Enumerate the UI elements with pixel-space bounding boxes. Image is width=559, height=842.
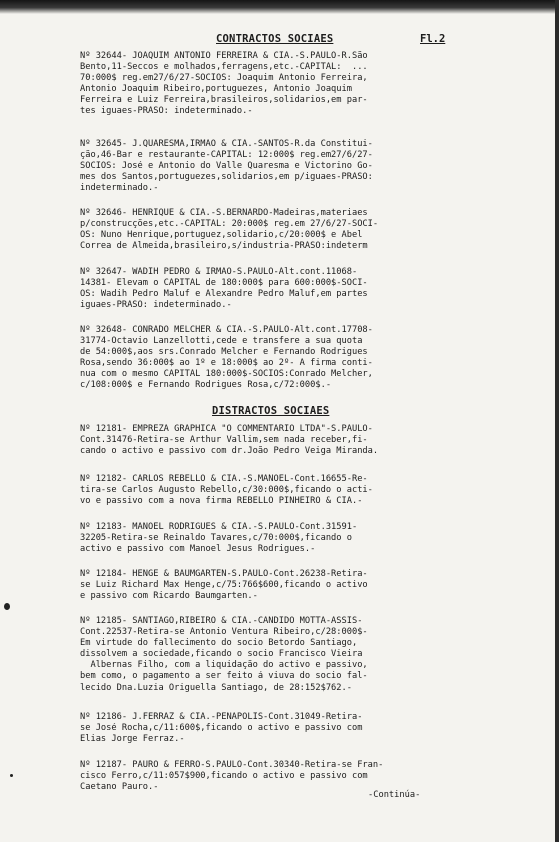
entry-line: de 54:000$,aos srs.Conrado Melcher e Fernando Rodrigues (80, 347, 368, 358)
entry-line: 31774-Octavio Lanzellotti,cede e transfere a sua quota (80, 336, 363, 347)
entry-line: 70:000$ reg.em27/6/27-SOCIOS: Joaquim Antonio Ferreira, (80, 73, 368, 84)
entry-line: dissolvem a sociedade,ficando o socio Francisco Vieira (80, 649, 363, 660)
entry-line: activo e passivo com Manoel Jesus Rodrigues.- (80, 544, 316, 555)
entry-line: indeterminado.- (80, 183, 159, 194)
entry-line: mes dos Santos,portuguezes,solidarios,em p/iguaes-PRASO: (80, 172, 373, 183)
entry-line: Nº 12187- PAURO & FERRO-S.PAULO-Cont.30340-Retira-se Fran- (80, 760, 384, 770)
entry-line: Elias Jorge Ferraz.- (80, 734, 185, 745)
entry-line: cisco Ferro,c/11:057$900,ficando o activo e passivo com (80, 771, 368, 782)
entry-line: Nº 12186- J.FERRAZ & CIA.-PENAPOLIS-Cont.31049-Retira- (80, 712, 363, 722)
distracto-entry (80, 712, 475, 745)
entry-line: Nº 12185- SANTIAGO,RIBEIRO & CIA.-CANDIDO MOTTA-ASSIS- (80, 616, 363, 626)
folio-number: Fl.2 (420, 33, 446, 45)
entry-line: vo e passivo com a nova firma REBELLO PINHEIRO & CIA.- (80, 496, 363, 507)
entry-line: Nº 12182- CARLOS REBELLO & CIA.-S.MANOEL-Cont.16655-Re- (80, 474, 368, 484)
entry-line: Albernas Filho, com a liquidação do activo e passivo, (80, 660, 368, 671)
entry-line: se José Rocha,c/11:600$,ficando o activo e passivo com (80, 723, 363, 734)
entry-line: iguaes-PRASO: indeterminado.- (80, 300, 232, 311)
entry-line: lecido Dna.Luzia Origuella Santiago, de 28:152$762.- (80, 682, 352, 693)
entry-line: Cont.22537-Retira-se Antonio Ventura Ribeiro,c/28:000$- (80, 627, 368, 638)
page-header (0, 33, 559, 49)
entry-line: Nº 32645- J.QUARESMA,IRMÃO & CIA.-SANTOS-R.da Constitui- (80, 139, 373, 149)
distracto-entry (80, 569, 475, 602)
entry-line: Caetano Pauro.- (80, 782, 159, 793)
contracto-entry (80, 139, 475, 194)
scan-speck (10, 774, 13, 777)
entry-line: Nº 12184- HENGE & BAUMGARTEN-S.PAULO-Cont.26238-Retira- (80, 569, 368, 579)
entry-line: SOCIOS: José e Antonio do Valle Quaresma e Victorino Go- (80, 161, 373, 172)
entry-line: nua com o mesmo CAPITAL 180:000$-SOCIOS:Conrado Melcher, (80, 369, 373, 380)
continua-marker: -Continúa- (368, 790, 421, 800)
distracto-entry (80, 522, 475, 555)
entry-line: Cont.31476-Retira-se Arthur Vallim,sem nada receber,fi- (80, 435, 368, 446)
entry-line: p/construcções,etc.-CAPITAL: 20:000$ reg.em 27/6/27-SOCI- (80, 219, 379, 230)
entry-line: 32205-Retira-se Reinaldo Tavares,c/70:000$,ficando o (80, 533, 352, 544)
entry-line: ção,46-Bar e restaurante-CAPITAL: 12:000$ reg.em27/6/27- (80, 150, 373, 161)
entry-line: Nº 32646- HENRIQUE & CIA.-S.BERNARDO-Madeiras,materiaes (80, 208, 368, 218)
contracto-entry (80, 267, 475, 311)
entry-line: Em virtude do fallecimento do socio Betordo Santiago, (80, 638, 358, 649)
entry-line: Nº 12181- EMPREZA GRAPHICA "O COMMENTARIO LTDA"-S.PAULO- (80, 424, 373, 434)
contracto-entry (80, 51, 475, 118)
distracto-entry (80, 760, 475, 793)
distracto-entry (80, 424, 475, 457)
entry-line: Nº 12183- MANOEL RODRIGUES & CIA.-S.PAULO-Cont.31591- (80, 522, 358, 532)
distracto-entry (80, 474, 475, 507)
entry-line: OS: Nuno Henrique,portuguez,solidario,c/20:000$ e Abel (80, 230, 363, 241)
scan-speck (4, 603, 10, 610)
entry-line: c/108:000$ e Fernando Rodrigues Rosa,c/72:000$.- (80, 380, 332, 391)
entry-line: Nº 32647- WADIH PEDRO & IRMÃO-S.PAULO-Alt.cont.11068- (80, 267, 358, 277)
entry-line: se Luiz Richard Max Henge,c/75:766$600,ficando o activo (80, 580, 368, 591)
entry-line: Bento,11-Seccos e molhados,ferragens,etc.-CAPITAL: ... (80, 62, 368, 73)
contracto-entry (80, 325, 475, 392)
scan-edge-top (0, 0, 559, 14)
entry-line: cando o activo e passivo com dr.João Pedro Veiga Miranda. (80, 446, 379, 457)
entry-line: Ferreira e Luiz Ferreira,brasileiros,solidarios,em par- (80, 95, 368, 106)
entry-line: 14381- Elevam o CAPITAL de 180:000$ para 600:000$-SOCI- (80, 278, 368, 289)
entry-line: tira-se Carlos Augusto Rebello,c/30:000$,ficando o acti- (80, 485, 373, 496)
entry-line: Antonio Joaquim Ribeiro,portuguezes, Antonio Joaquim (80, 84, 352, 95)
entry-line: OS: Wadih Pedro Maluf e Alexandre Pedro Maluf,em partes (80, 289, 368, 300)
entry-line: Correa de Almeida,brasileiro,s/industria-PRASO:indeterm (80, 241, 368, 252)
distracto-entry (80, 616, 475, 694)
entry-line: bem como, o pagamento a ser feito á viuva do socio fal- (80, 671, 368, 682)
entry-line: Nº 32644- JOAQUIM ANTONIO FERREIRA & CIA.-S.PAULO-R.São (80, 51, 368, 61)
entry-line: Rosa,sendo 36:000$ ao 1º e 18:000$ ao 2º- A firma conti- (80, 358, 373, 369)
contracto-entry (80, 208, 475, 252)
page-title: CONTRACTOS SOCIAES (216, 33, 334, 45)
entry-line: tes iguaes-PRASO: indeterminado.- (80, 106, 253, 117)
section-title-distractos: DISTRACTOS SOCIAES (212, 405, 330, 417)
entry-line: e passivo com Ricardo Baumgarten.- (80, 591, 258, 602)
scan-edge-right (555, 0, 559, 842)
entry-line: Nº 32648- CONRADO MELCHER & CIA.-S.PAULO-Alt.cont.17708- (80, 325, 373, 335)
